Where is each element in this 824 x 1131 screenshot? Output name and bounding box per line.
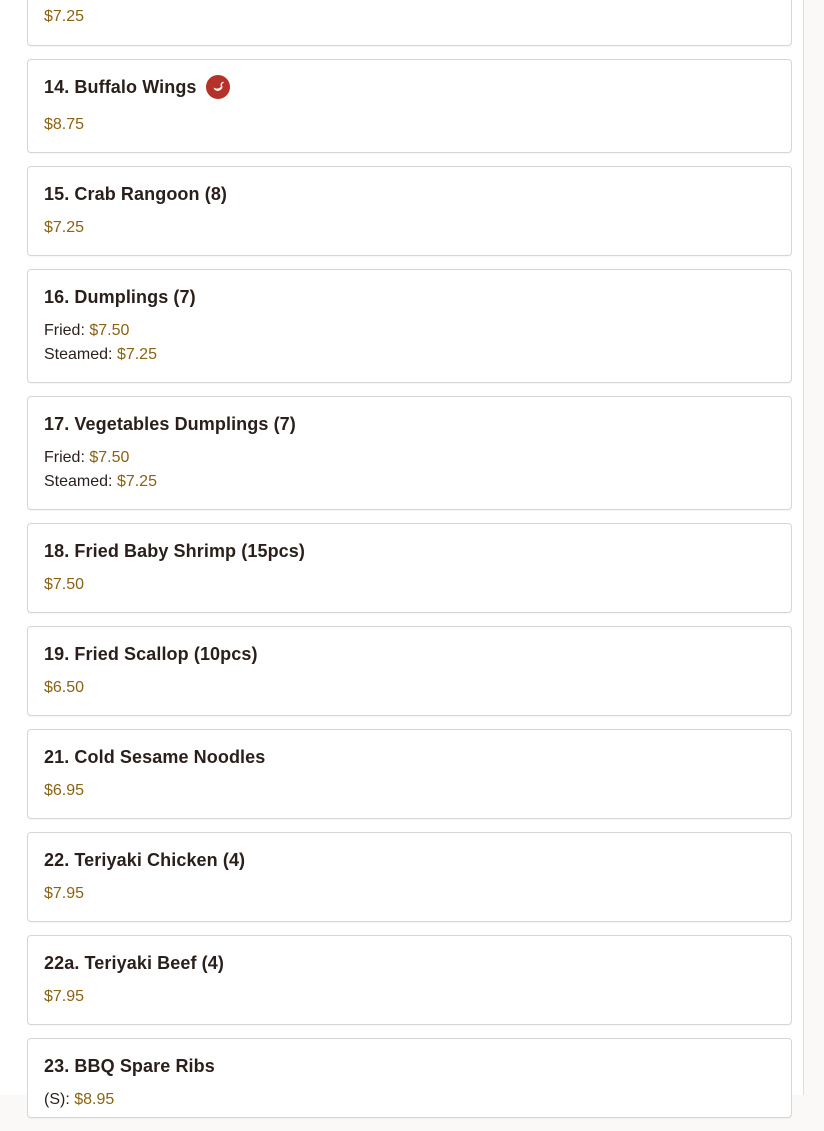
item-title: 17. Vegetables Dumplings (7) — [44, 413, 296, 434]
item-price: $8.95 — [74, 1091, 115, 1108]
item-price: $6.95 — [44, 782, 85, 799]
price-line — [44, 985, 775, 1009]
price-line — [44, 676, 775, 700]
price-line — [44, 5, 775, 29]
item-title: 22a. Teriyaki Beef (4) — [44, 952, 224, 973]
item-price: $7.25 — [44, 8, 85, 25]
item-price: $7.50 — [89, 322, 130, 339]
item-price: $8.75 — [44, 116, 85, 133]
price-line — [44, 470, 775, 494]
item-price: $7.95 — [44, 885, 85, 902]
price-label: Fried: — [44, 322, 85, 339]
menu-item-card[interactable] — [27, 626, 792, 716]
menu-item-card[interactable] — [27, 729, 792, 819]
item-title: 16. Dumplings (7) — [44, 286, 196, 307]
item-price: $6.50 — [44, 679, 85, 696]
price-line — [44, 446, 775, 470]
item-title: 23. BBQ Spare Ribs — [44, 1055, 215, 1076]
chili-pepper-icon — [206, 75, 230, 99]
menu-item-card[interactable] — [27, 166, 792, 256]
price-line — [44, 216, 775, 240]
menu-item-card[interactable] — [27, 269, 792, 383]
price-line — [44, 319, 775, 343]
item-price: $7.25 — [116, 473, 157, 490]
item-price: $7.50 — [44, 576, 85, 593]
menu-item-card[interactable] — [27, 523, 792, 613]
item-price: $7.50 — [89, 449, 130, 466]
price-line — [44, 882, 775, 906]
item-price: $7.25 — [44, 219, 85, 236]
price-line — [44, 1088, 775, 1112]
menu-item-list — [27, 0, 792, 1131]
item-price: $7.25 — [116, 346, 157, 363]
menu-item-card[interactable] — [27, 0, 792, 46]
price-label: (S): — [44, 1091, 70, 1108]
menu-item-card[interactable] — [27, 832, 792, 922]
price-label: Fried: — [44, 449, 85, 466]
menu-item-card[interactable] — [27, 59, 792, 153]
price-line — [44, 343, 775, 367]
menu-item-card[interactable] — [27, 396, 792, 510]
item-title: 14. Buffalo Wings — [44, 76, 197, 97]
price-label: Steamed: — [44, 346, 113, 363]
item-title: 18. Fried Baby Shrimp (15pcs) — [44, 540, 305, 561]
price-line — [44, 113, 775, 137]
item-title: 21. Cold Sesame Noodles — [44, 746, 266, 767]
item-title: 15. Crab Rangoon (8) — [44, 183, 228, 204]
item-price: $7.95 — [44, 988, 85, 1005]
menu-item-card[interactable] — [27, 1038, 792, 1118]
item-title: 19. Fried Scallop (10pcs) — [44, 643, 258, 664]
item-title: 22. Teriyaki Chicken (4) — [44, 849, 246, 870]
price-line — [44, 779, 775, 803]
price-line — [44, 573, 775, 597]
price-label: Steamed: — [44, 473, 113, 490]
menu-item-card[interactable] — [27, 935, 792, 1025]
